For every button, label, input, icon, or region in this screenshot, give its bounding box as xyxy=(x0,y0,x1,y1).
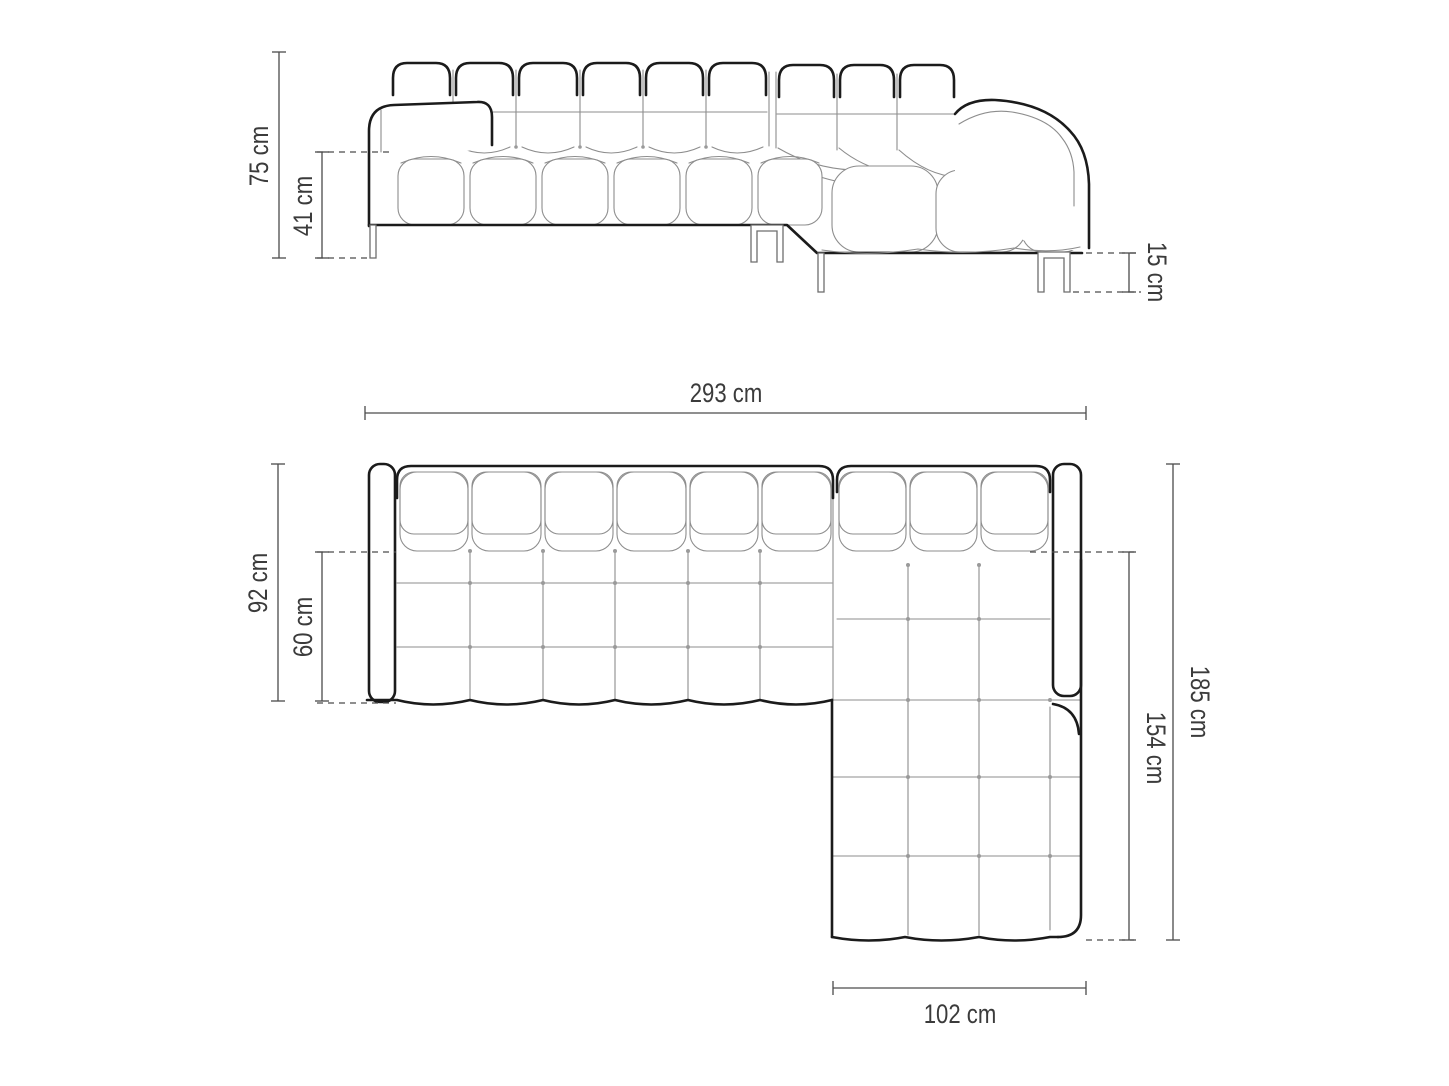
back-cushion-outer xyxy=(400,472,468,551)
top-horizontal-seams xyxy=(397,583,1080,856)
front-seat-cushion xyxy=(542,159,608,225)
tuft-dot xyxy=(641,145,645,149)
tuft-dot xyxy=(541,581,545,585)
tuft-dot xyxy=(468,549,472,553)
tuft-dot xyxy=(906,563,910,567)
top-front-edge xyxy=(367,700,832,705)
tuft-dot xyxy=(468,645,472,649)
tuft-dot xyxy=(758,549,762,553)
back-cushion-outer xyxy=(762,472,831,551)
front-sofa-drawing xyxy=(369,63,1089,292)
tuft-dot xyxy=(704,145,708,149)
back-cushion-outer xyxy=(617,472,686,551)
dimension-label-seat-height: 41 cm xyxy=(289,175,319,237)
tuft-dot xyxy=(977,854,981,858)
front-seat-cushion xyxy=(686,159,752,225)
top-right-arm xyxy=(1053,464,1081,696)
tuft-dot xyxy=(541,645,545,649)
dimension-top-body-depth xyxy=(244,464,285,701)
top-vertical-seams xyxy=(470,497,1050,935)
top-chaise-inner-corner xyxy=(1053,704,1079,734)
front-chaise-leg xyxy=(818,253,824,292)
dimension-front-overall-height xyxy=(245,52,286,258)
dimension-label-overall-height: 75 cm xyxy=(245,125,275,187)
tuft-dot xyxy=(578,145,582,149)
dimension-top-chaise-extension xyxy=(1030,552,1170,940)
tuft-dot xyxy=(686,549,690,553)
tuft-dot xyxy=(1048,775,1052,779)
front-seat-top-bulges xyxy=(401,157,819,164)
tuft-dot xyxy=(541,549,545,553)
tuft-dot xyxy=(906,698,910,702)
front-view xyxy=(245,52,1171,302)
back-cushion-outer xyxy=(545,472,613,551)
back-cushion-outer xyxy=(472,472,541,551)
top-chaise-right-edge xyxy=(1058,560,1081,937)
front-seat-cushion xyxy=(758,159,822,225)
dimension-label-leg-height: 15 cm xyxy=(1141,241,1171,303)
tuft-dot xyxy=(977,563,981,567)
back-cushion-outer xyxy=(981,472,1048,551)
dimension-label-seat-depth: 60 cm xyxy=(289,596,319,658)
front-leg xyxy=(370,225,376,258)
front-seat-cushion xyxy=(398,159,464,225)
tuft-dot xyxy=(613,645,617,649)
front-backrest-cushion-tops xyxy=(393,63,954,97)
tuft-dot xyxy=(906,617,910,621)
back-cushion-outer xyxy=(910,472,977,551)
dimension-label-overall-depth: 185 cm xyxy=(1184,665,1214,739)
dimension-label-body-depth: 92 cm xyxy=(244,552,274,614)
front-leg xyxy=(751,225,783,262)
dimension-top-overall-depth xyxy=(1166,464,1214,940)
dimension-front-leg-height xyxy=(1073,242,1171,302)
tuft-dot xyxy=(977,617,981,621)
top-back-cushions xyxy=(400,472,1048,551)
tuft-dot xyxy=(686,645,690,649)
tuft-dot xyxy=(613,549,617,553)
tuft-dot xyxy=(758,645,762,649)
tuft-dot xyxy=(613,581,617,585)
dimension-label-chaise-extension: 154 cm xyxy=(1140,711,1170,785)
dimension-top-seat-depth xyxy=(289,552,396,703)
front-chaise-cushion xyxy=(832,166,938,252)
top-view xyxy=(244,379,1214,1030)
dimension-top-overall-width xyxy=(365,379,1086,420)
top-chaise-front-edge xyxy=(832,937,1058,941)
back-cushion-outer xyxy=(690,472,758,551)
dimension-top-chaise-width xyxy=(833,981,1086,1030)
back-cushion-outer xyxy=(839,472,906,551)
tuft-dot xyxy=(1048,698,1052,702)
front-chaise-leg xyxy=(1038,252,1070,292)
tuft-dot xyxy=(1048,854,1052,858)
tuft-dot xyxy=(906,775,910,779)
dimension-label-chaise-width: 102 cm xyxy=(923,1000,997,1030)
tuft-dot xyxy=(758,581,762,585)
tuft-dot xyxy=(977,698,981,702)
dimension-label-overall-width: 293 cm xyxy=(689,379,763,409)
top-left-arm xyxy=(369,464,395,702)
tuft-dot xyxy=(977,775,981,779)
front-seat-cushion xyxy=(614,159,680,225)
tuft-dot xyxy=(514,145,518,149)
tuft-dot xyxy=(686,581,690,585)
front-seat-cushion xyxy=(470,159,536,225)
tuft-dot xyxy=(468,581,472,585)
tuft-dot xyxy=(906,854,910,858)
top-sofa-drawing xyxy=(367,464,1081,941)
